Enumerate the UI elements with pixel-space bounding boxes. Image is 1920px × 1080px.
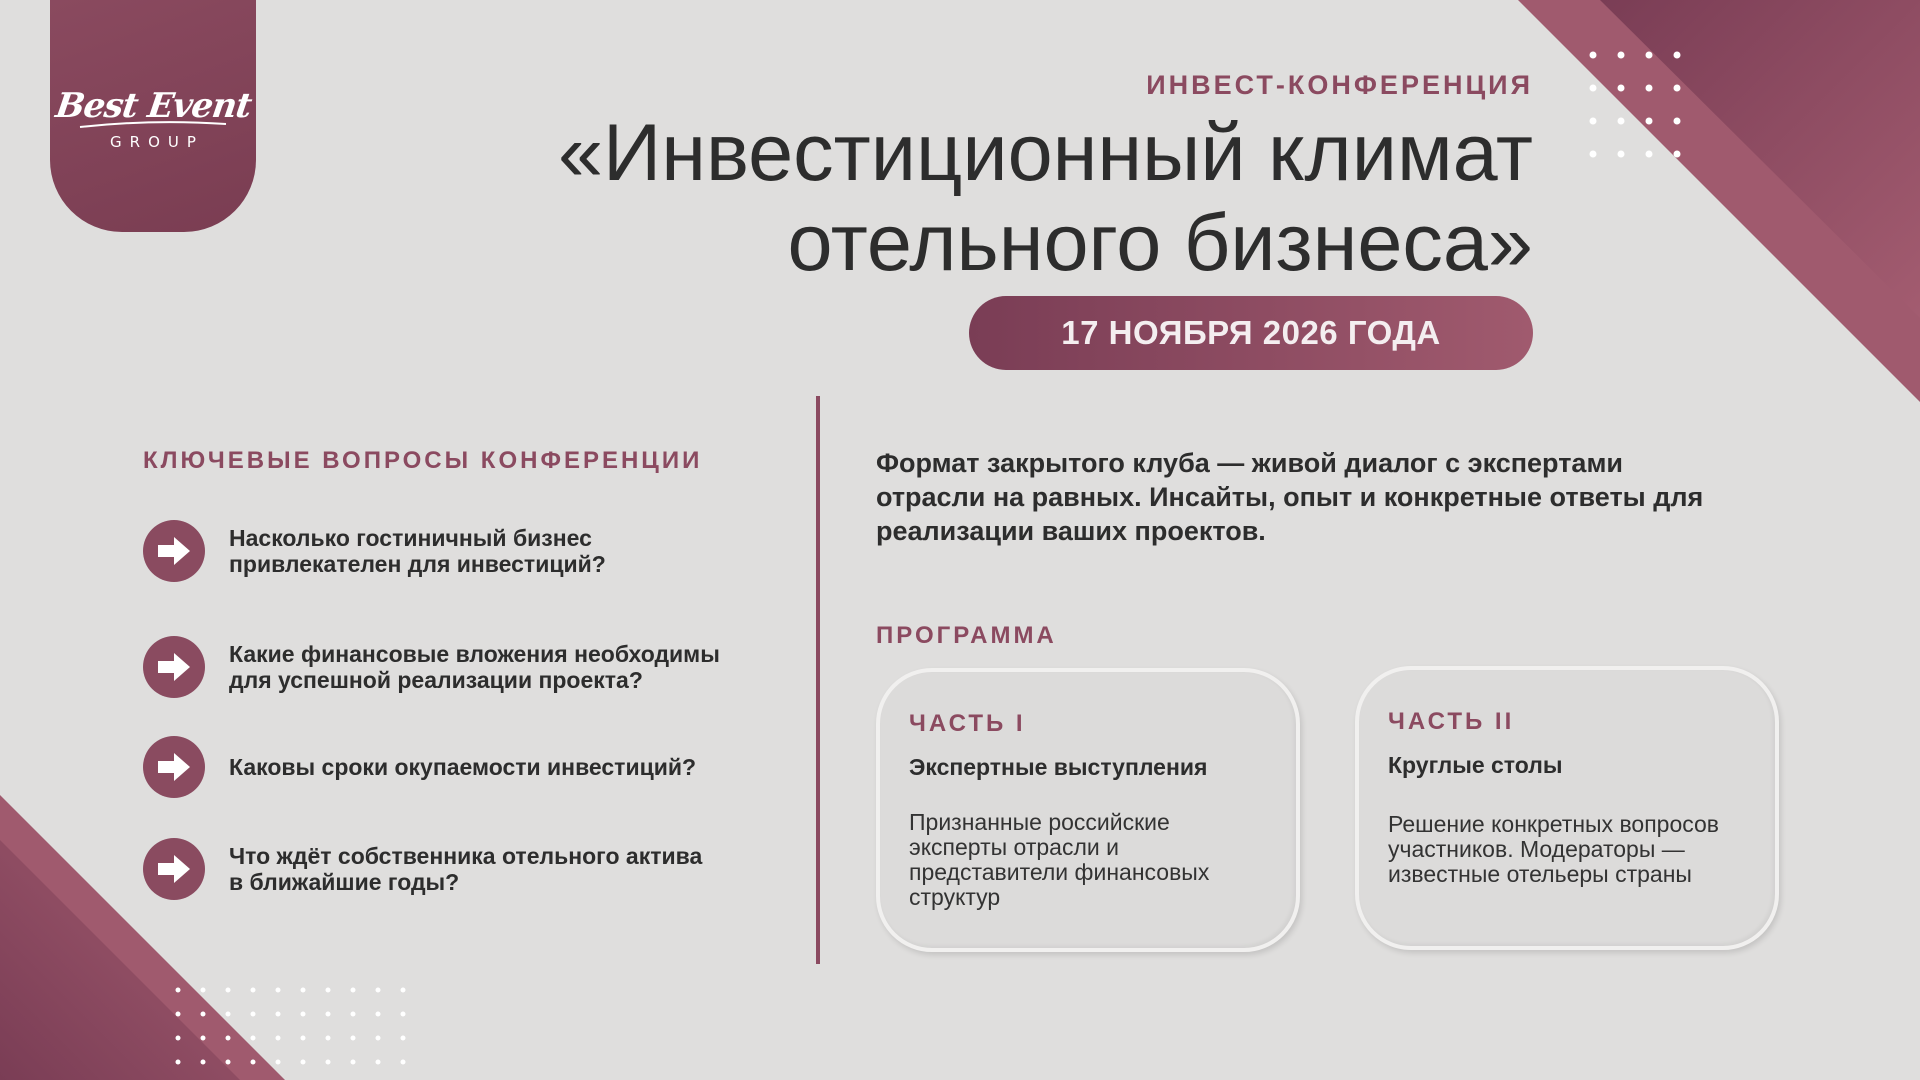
decor-dot [351,988,356,993]
decor-dot [1646,52,1653,59]
question-line: Что ждёт собственника отельного актива [229,843,703,869]
decor-dot [1646,85,1653,92]
question-text [229,641,720,693]
card-title: Экспертные выступления [909,754,1208,780]
format-description [876,446,1816,548]
decor-dot [201,988,206,993]
decor-dot [226,1060,231,1065]
intro-line: реализации ваших проектов. [876,516,1266,546]
question-item [143,636,763,698]
program-card-part-2 [1355,666,1779,950]
page-title [383,108,1533,288]
card-part-label: ЧАСТЬ II [1388,708,1515,735]
decor-dot [1646,151,1653,158]
decor-dot [1590,52,1597,59]
decor-dot [276,988,281,993]
card-text-line: Признанные российские [909,809,1170,835]
decor-dot [1674,85,1681,92]
decor-dot [176,1060,181,1065]
decor-dot [1618,118,1625,125]
question-line: Какие финансовые вложения необходимы [229,641,720,667]
decor-dot [376,1012,381,1017]
decor-dot [1674,151,1681,158]
program-heading: ПРОГРАММА [876,622,1057,649]
arrow-right-icon [143,520,205,582]
arrow-right-icon [143,736,205,798]
decor-dot [1590,118,1597,125]
decor-dot [1674,118,1681,125]
decor-dot [226,988,231,993]
decor-dot [326,1060,331,1065]
decor-dot [401,1060,406,1065]
card-text-line: эксперты отрасли и [909,834,1119,860]
question-item [143,520,763,582]
question-item [143,838,763,900]
question-line: привлекателен для инвестиций? [229,551,606,577]
card-text-line: представители финансовых [909,859,1210,885]
question-item [143,736,763,798]
decor-dot [276,1036,281,1041]
logo-main-text: Best Event [52,86,254,126]
corner-triangle-dark [1600,0,1920,318]
decor-dot [276,1060,281,1065]
event-kicker: ИНВЕСТ-КОНФЕРЕНЦИЯ [1146,70,1533,100]
logo-sub-text: GROUP [110,133,204,151]
card-description [909,810,1269,910]
question-line: для успешной реализации проекта? [229,667,643,693]
decor-dot [401,1012,406,1017]
decor-dot [1674,52,1681,59]
card-description [1388,812,1748,887]
decor-dot [301,988,306,993]
event-date-badge: 17 НОЯБРЯ 2026 ГОДА [969,296,1533,370]
decor-dot [1646,118,1653,125]
decor-dot [401,1036,406,1041]
decor-dot [326,988,331,993]
intro-line: отрасли на равных. Инсайты, опыт и конкретные ответы для [876,482,1704,512]
question-line: Каковы сроки окупаемости инвестиций? [229,754,697,780]
decor-dot [1618,85,1625,92]
decor-dot [1590,151,1597,158]
intro-line: Формат закрытого клуба — живой диалог с экспертами [876,448,1624,478]
decor-dot [201,1012,206,1017]
decor-dot [176,1036,181,1041]
decor-dot [401,988,406,993]
decor-dot [176,988,181,993]
logo-badge [50,0,256,232]
decor-dot [376,1036,381,1041]
decor-dot [1590,85,1597,92]
title-line-1: «Инвестиционный климат [557,108,1533,198]
question-line: в ближайшие годы? [229,869,460,895]
card-text-line: структур [909,884,1001,910]
decor-dot [176,1012,181,1017]
program-card-part-1 [876,668,1300,952]
decor-dot [251,1060,256,1065]
decor-dot [226,1012,231,1017]
title-line-2: отельного бизнеса» [787,198,1533,288]
key-questions-heading: КЛЮЧЕВЫЕ ВОПРОСЫ КОНФЕРЕНЦИИ [143,447,703,474]
decor-dot [376,1060,381,1065]
decor-dot [376,988,381,993]
card-text-line: Решение конкретных вопросов [1388,811,1720,837]
decor-dot [251,1012,256,1017]
column-divider [816,396,820,964]
decor-dot [251,988,256,993]
decor-dot [301,1012,306,1017]
card-text-line: участников. Модераторы — [1388,836,1685,862]
decor-dot [351,1036,356,1041]
decor-dot [251,1036,256,1041]
arrow-right-icon [143,838,205,900]
decor-dot [351,1012,356,1017]
decor-dot [351,1060,356,1065]
card-text-line: известные отельеры страны [1388,861,1692,887]
decor-dot [276,1012,281,1017]
arrow-right-icon [143,636,205,698]
decor-dot [201,1036,206,1041]
card-title: Круглые столы [1388,752,1563,778]
question-line: Насколько гостиничный бизнес [229,525,592,551]
question-text [229,525,606,577]
decor-dot [301,1036,306,1041]
decor-dot [301,1060,306,1065]
decor-dot [326,1036,331,1041]
decor-dot [326,1012,331,1017]
decor-dot [226,1036,231,1041]
card-part-label: ЧАСТЬ I [909,710,1026,737]
decor-dot [201,1060,206,1065]
question-text [229,843,702,895]
question-text [229,754,696,780]
decor-dot [1618,151,1625,158]
decor-dot [1618,52,1625,59]
